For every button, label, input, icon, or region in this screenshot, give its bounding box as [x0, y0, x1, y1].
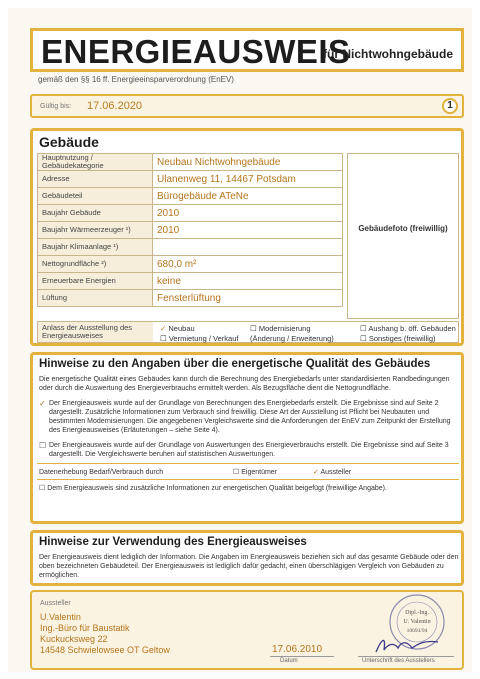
validity-label: Gültig bis:: [40, 103, 72, 110]
page-number-badge: 1: [442, 98, 458, 114]
signature-icon: [372, 634, 442, 656]
checkbox-icon: ☐: [360, 324, 367, 333]
row-key: Gebäudeteil: [38, 188, 153, 205]
option-label: Aushang b. öff. Gebäuden: [368, 324, 456, 333]
row-key: Adresse: [38, 171, 153, 188]
row-value: Ulanenweg 11, 14467 Potsdam: [153, 171, 343, 188]
checkmark-icon[interactable]: ✓: [39, 399, 46, 408]
option-vermietung[interactable]: [160, 334, 238, 343]
issuer-line: Kuckucksweg 22: [40, 634, 108, 644]
stamp-line: 10693/94: [406, 628, 428, 634]
quality-notes-section: [30, 352, 464, 524]
photo-caption: Gebäudefoto (freiwillig): [358, 224, 448, 233]
option-sonstiges[interactable]: [360, 334, 436, 343]
option-eigentuemer[interactable]: ☐ Eigentümer: [233, 469, 278, 476]
option-zusatzinfo[interactable]: ☐ Dem Energieausweis sind zusätzliche Informationen zur energetischen Qualität beigefügt (freiwillige Angabe).: [39, 485, 387, 492]
option-label: Aussteller: [320, 469, 352, 476]
checkbox-icon: ☐: [160, 334, 167, 343]
table-row: [38, 154, 343, 171]
option-label: Modernisierung: [258, 324, 311, 333]
building-table: [37, 153, 343, 307]
table-row: [38, 222, 343, 239]
divider: [37, 479, 459, 480]
building-section-title: Gebäude: [39, 134, 99, 150]
option-modernisierung[interactable]: [250, 324, 311, 333]
certificate-page: [8, 8, 472, 672]
row-value: Neubau Nichtwohngebäude: [153, 154, 343, 171]
quality-notes-title: Hinweise zu den Angaben über die energetische Qualität des Gebäudes: [39, 358, 431, 370]
table-row: [38, 239, 343, 256]
checkmark-icon: ✓: [313, 469, 319, 476]
usage-notes-section: [30, 530, 464, 586]
row-key: Nettogrundfläche ²): [38, 256, 153, 273]
row-value: Fensterlüftung: [153, 290, 343, 307]
usage-notes-text: Der Energieausweis dient lediglich der Information. Die Angaben im Energieausweis beziehen sich auf das gesamte Gebäude oder den oben bezeichneten Gebäudeteil. Der Energieausweis ist lediglich dafür gedacht, einen überschlägigen Vergleich von Gebäuden zu ermöglichen.: [39, 554, 459, 579]
option-label: Sonstiges (freiwillig): [368, 334, 436, 343]
title-banner: [30, 28, 464, 72]
option-label: Eigentümer: [241, 469, 278, 476]
row-key: Hauptnutzung / Gebäudekategorie: [38, 154, 153, 171]
option-aushang[interactable]: [360, 324, 456, 333]
document-subtitle: für Nichtwohngebäude: [323, 47, 453, 61]
issue-reason-row: [37, 321, 459, 343]
issuer-address: [40, 612, 170, 656]
option-label: Dem Energieausweis sind zusätzliche Informationen zur energetischen Qualität beigefügt (freiwillige Angabe).: [47, 485, 387, 492]
quality-notes-intro: Die energetische Qualität eines Gebäudes kann durch die Berechnung des Energiebedarfs unter standardisierten Randbedingungen oder durch die Auswertung des Energieverbrauchs ermittelt werden. Als Bezugsfläche dient die Nettogrundfläche.: [39, 376, 450, 392]
usage-notes-title: Hinweise zur Verwendung des Energieausweises: [39, 536, 307, 548]
option-aussteller[interactable]: [313, 468, 351, 477]
row-value: 2010: [153, 222, 343, 239]
date-line: [270, 656, 334, 657]
row-key: Baujahr Klimaanlage ¹): [38, 239, 153, 256]
option-bedarf-text: Der Energieausweis wurde auf der Grundlage von Berechnungen des Energiebedarfs erstellt. Die Ergebnisse sind auf Seite 2 dargestellt. Zusätzliche Informationen zum Verbrauch sind freiwillig. Diese Art der Ausstellung ist Pflicht bei Neubauten und bestimmten Modernisierungen. Die angegebenen Vergleichswerte sind die Anforderungen der EnEV zum Zeitpunkt der Erstellung des Energieausweises (Erläuterungen – siehe Seite 4).: [49, 400, 451, 434]
row-key: Baujahr Gebäude: [38, 205, 153, 222]
row-key: Lüftung: [38, 290, 153, 307]
document-title: ENERGIEAUSWEIS: [41, 33, 351, 70]
option-label: Neubau: [168, 324, 195, 333]
building-section: [30, 128, 464, 346]
stamp-line: U. Valentin: [403, 619, 431, 625]
table-row: [38, 188, 343, 205]
row-value: Bürogebäude ATeNe: [153, 188, 343, 205]
validity-date: 17.06.2020: [87, 100, 143, 112]
issue-date: 17.06.2010: [272, 644, 323, 655]
table-row: [38, 256, 343, 273]
option-neubau[interactable]: [160, 324, 195, 333]
signature-line: [358, 656, 454, 657]
table-row: [38, 273, 343, 290]
option-aenderung: [250, 334, 334, 343]
row-key: Baujahr Wärmeerzeuger ¹): [38, 222, 153, 239]
table-row: [38, 290, 343, 307]
checkbox-icon: ☐: [250, 324, 257, 333]
building-photo-placeholder: [347, 153, 459, 319]
divider: [37, 463, 459, 464]
checkbox-icon: ☐: [360, 334, 367, 343]
issue-reason-label: Anlass der Ausstellung des Energieausweises: [38, 322, 153, 342]
checkmark-icon: ✓: [160, 324, 167, 333]
option-label: Vermietung / Verkauf: [168, 334, 239, 343]
table-row: [38, 171, 343, 188]
issuer-label: Aussteller: [40, 600, 71, 607]
legal-basis: gemäß den §§ 16 ff. Energieeinsparverordnung (EnEV): [38, 75, 234, 84]
data-collection-label: Datenerhebung Bedarf/Verbrauch durch: [39, 469, 164, 476]
row-value: 2010: [153, 205, 343, 222]
checkbox-icon[interactable]: ☐: [39, 441, 47, 450]
row-key: Erneuerbare Energien: [38, 273, 153, 290]
table-row: [38, 205, 343, 222]
issuer-line: U.Valentin: [40, 612, 81, 622]
validity-row: [30, 94, 464, 118]
option-verbrauch-text: Der Energieausweis wurde auf der Grundlage von Auswertungen des Energieverbrauchs erstellt. Die Ergebnisse sind auf Seite 3 dargestellt. Die Vergleichswerte beruhen auf statistischen Auswertungen.: [49, 442, 449, 458]
issuer-line: Ing.-Büro für Baustatik: [40, 623, 130, 633]
option-label: (Änderung / Erweiterung): [250, 334, 334, 343]
row-value: keine: [153, 273, 343, 290]
row-value: [153, 239, 343, 256]
signature-label: Unterschrift des Ausstellers: [362, 658, 435, 664]
date-label: Datum: [280, 658, 298, 664]
issuer-line: 14548 Schwielowsee OT Geltow: [40, 645, 170, 655]
issuer-footer: [30, 590, 464, 670]
stamp-line: Dipl.-Ing.: [405, 610, 429, 616]
row-value: 680,0 m²: [153, 256, 343, 273]
